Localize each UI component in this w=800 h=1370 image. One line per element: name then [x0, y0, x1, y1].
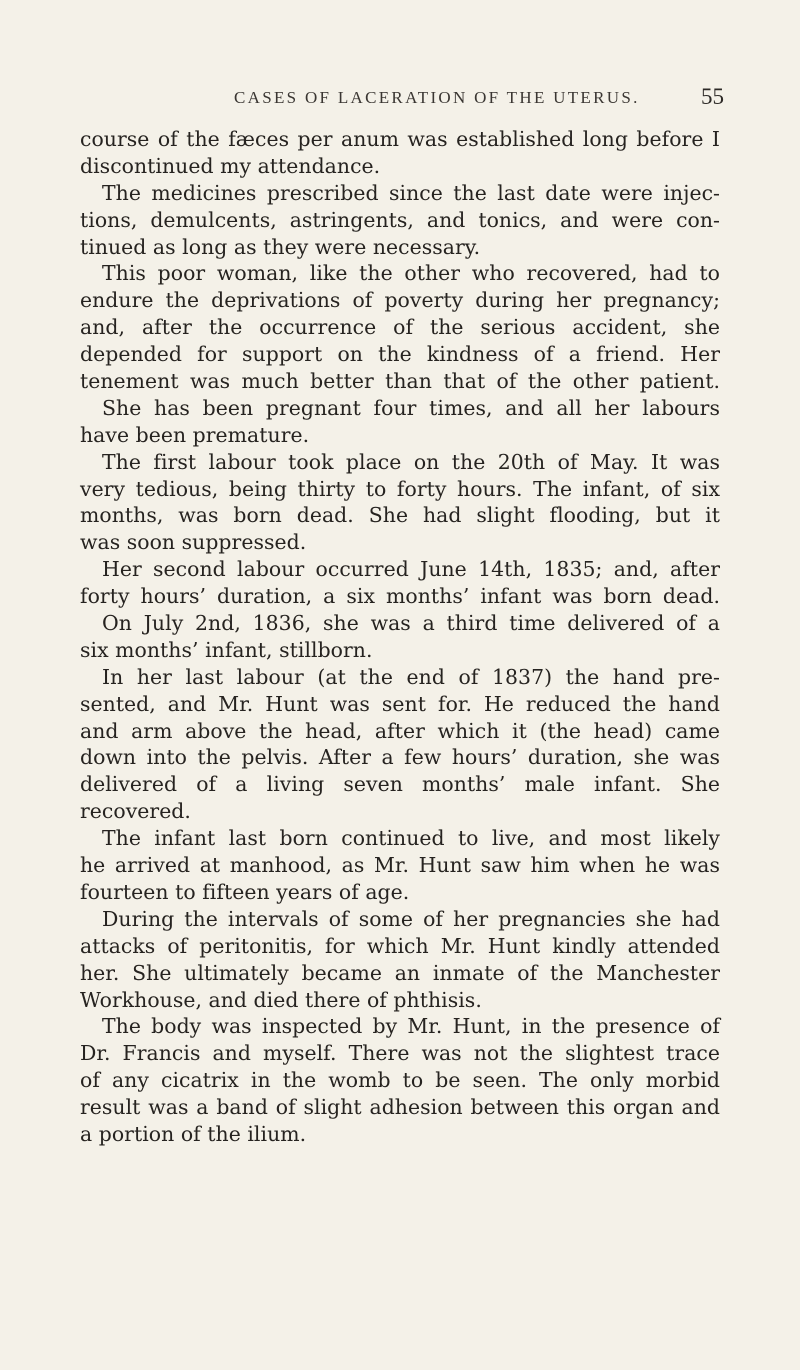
text-line: have been premature.	[80, 422, 310, 447]
page-number: 55	[701, 84, 724, 109]
text-line: down into the pelvis. After a few hours’ duration, she was	[80, 745, 720, 770]
text-line: On July 2nd, 1836, she was a third time delivered of a	[102, 611, 720, 636]
text-line: very tedious, being thirty to forty hours. The infant, of six	[80, 476, 720, 501]
text-line: tinued as long as they were necessary.	[80, 234, 481, 259]
text-line: delivered of a living seven months’ male infant. She	[80, 772, 720, 797]
text-line: tenement was much better than that of the other patient.	[80, 369, 720, 394]
text-line: sented, and Mr. Hunt was sent for. He reduced the hand	[80, 691, 720, 716]
text-line: of any cicatrix in the womb to be seen. The only morbid	[80, 1068, 720, 1093]
text-line: She has been pregnant four times, and all her labours	[102, 395, 720, 420]
text-line: The infant last born continued to live, and most likely	[102, 826, 720, 851]
text-line: and, after the occurrence of the serious accident, she	[80, 315, 720, 340]
text-line: months, was born dead. She had slight flooding, but it	[80, 503, 720, 528]
text-line: and arm above the head, after which it (the head) came	[80, 718, 720, 743]
text-line: The first labour took place on the 20th of May. It was	[102, 449, 720, 474]
text-line: result was a band of slight adhesion between this organ and	[80, 1095, 720, 1120]
text-line: was soon suppressed.	[80, 530, 307, 555]
text-line: depended for support on the kindness of a friend. Her	[80, 342, 720, 367]
text-line: fourteen to fifteen years of age.	[80, 879, 410, 904]
text-line: attacks of peritonitis, for which Mr. Hunt kindly attended	[80, 933, 720, 958]
text-line: forty hours’ duration, a six months’ infant was born dead.	[80, 584, 720, 609]
text-line: During the intervals of some of her pregnancies she had	[102, 906, 720, 931]
text-line: In her last labour (at the end of 1837) the hand pre-	[102, 664, 720, 689]
text-line: The body was inspected by Mr. Hunt, in the presence of	[102, 1014, 720, 1039]
body-text	[80, 126, 720, 1148]
text-line: a portion of the ilium.	[80, 1121, 307, 1146]
text-line: endure the deprivations of poverty during her pregnancy;	[80, 288, 720, 313]
text-line: discontinued my attendance.	[80, 153, 381, 178]
text-line: six months’ infant, stillborn.	[80, 637, 373, 662]
text-line: he arrived at manhood, as Mr. Hunt saw him when he was	[80, 853, 720, 878]
text-line: tions, demulcents, astringents, and tonics, and were con-	[80, 207, 720, 232]
running-title: CASES OF LACERATION OF THE UTERUS.	[234, 88, 640, 107]
text-line: her. She ultimately became an inmate of the Manchester	[80, 960, 720, 985]
text-line: This poor woman, like the other who recovered, had to	[102, 261, 720, 286]
text-line: course of the fæces per anum was established long before I	[80, 127, 720, 151]
running-head	[234, 84, 724, 118]
text-line: Workhouse, and died there of phthisis.	[80, 987, 482, 1012]
text-line: Her second labour occurred June 14th, 1835; and, after	[102, 557, 720, 582]
text-line: Dr. Francis and myself. There was not the slightest trace	[80, 1041, 720, 1066]
text-line: The medicines prescribed since the last date were injec-	[102, 180, 720, 205]
text-line: recovered.	[80, 799, 191, 824]
